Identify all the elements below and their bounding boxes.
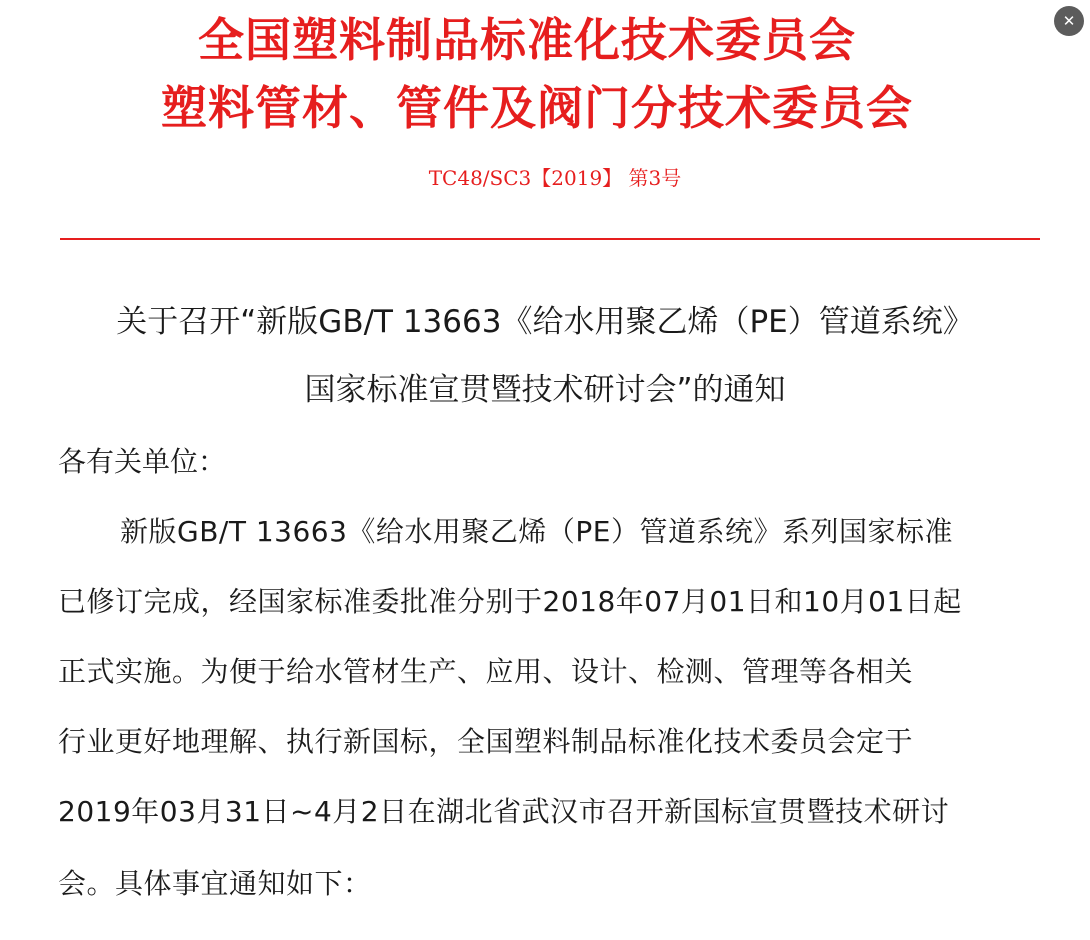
notice-title-line-2: 国家标准宣贯暨技术研讨会”的通知 xyxy=(304,372,786,408)
body-paragraph-line: 会。具体事宜通知如下： xyxy=(58,867,372,900)
red-divider xyxy=(60,238,1040,240)
notice-title-line-1: 关于召开“新版GB/T 13663《给水用聚乙烯（PE）管道系统》 xyxy=(116,304,974,340)
body-paragraph-line: 已修订完成，经国家标准委批准分别于2018年07月01日和10月01日起 xyxy=(58,585,962,618)
header-line-2: 塑料管材、管件及阀门分技术委员会 xyxy=(161,81,913,135)
body-paragraph-line: 2019年03月31日~4月2日在湖北省武汉市召开新国标宣贯暨技术研讨 xyxy=(58,795,950,828)
document-number: TC48/SC3【2019】 第3号 xyxy=(428,166,682,190)
salutation: 各有关单位： xyxy=(58,445,227,478)
body-paragraph-line: 正式实施。为便于给水管材生产、应用、设计、检测、管理等各相关 xyxy=(58,655,914,688)
close-button[interactable] xyxy=(1054,6,1084,36)
header-line-1: 全国塑料制品标准化技术委员会 xyxy=(198,13,856,67)
body-paragraph-line: 新版GB/T 13663《给水用聚乙烯（PE）管道系统》系列国家标准 xyxy=(120,515,953,548)
close-icon: ✕ xyxy=(1062,12,1076,30)
body-paragraph-line: 行业更好地理解、执行新国标，全国塑料制品标准化技术委员会定于 xyxy=(58,725,914,758)
